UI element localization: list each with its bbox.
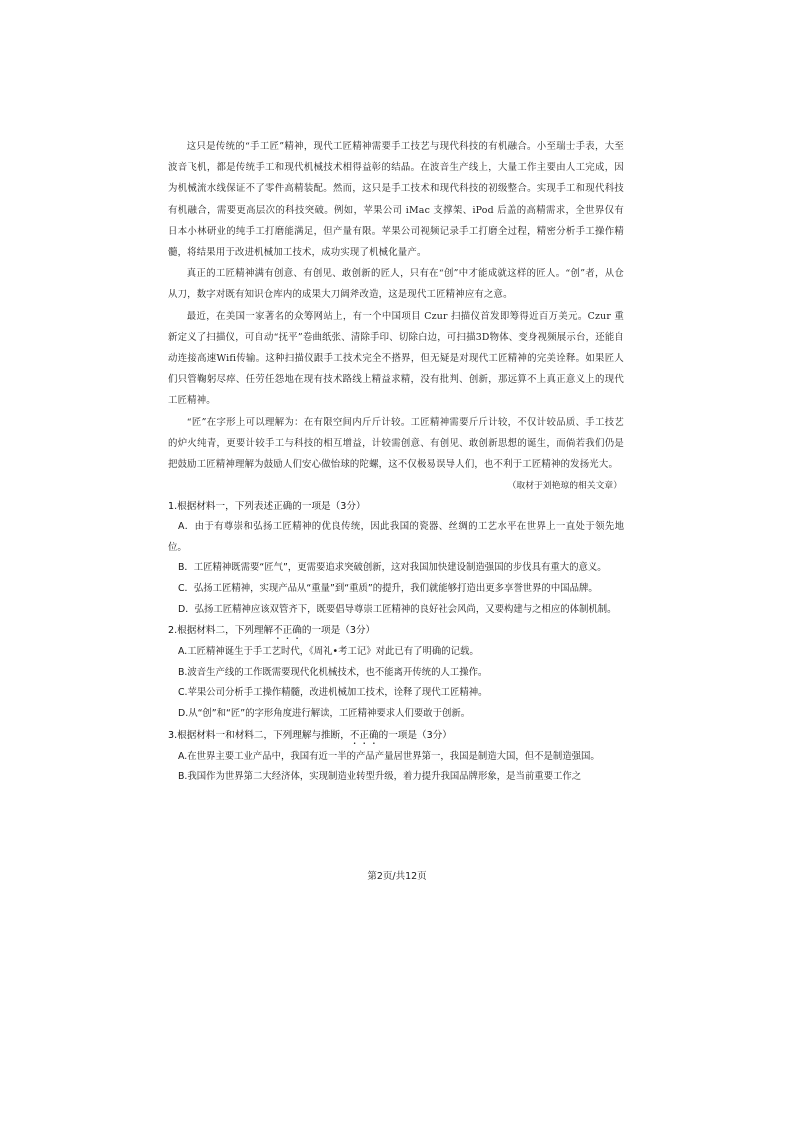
question-2 <box>168 621 624 724</box>
passage-paragraph-1: 这只是传统的“手工匠”精神，现代工匠精神需要手工技艺与现代科技的有机融合。小至瑞士手表，大至波音飞机，都是传统手工和现代机械技术相得益彰的结晶。在波音生产线上，大量工作主要由人工完成，因为机械流水线保证不了零件高精装配。然而，这只是手工技术和现代科技的初级整合。实现手工和现代科技有机融合，需要更高层次的科技突破。例如，苹果公司 iMac 支撑架、iPod 后盖的高精需求，全世界仅有日本小林研业的纯手工打磨能满足，但产量有限。苹果公司视频记录手工打磨全过程，精密分析手工操作精髓，将结果用于改进机械加工技术，成功实现了机械化量产。 <box>168 141 624 259</box>
question-2-option-d: D.从“创”和“匠”的字形角度进行解读，工匠精神要求人们要敢于创新。 <box>178 708 471 719</box>
question-3 <box>168 726 624 788</box>
question-2-option-b: B.波音生产线的工作既需要现代化机械技术，也不能离开传统的人工操作。 <box>178 666 488 678</box>
passage-paragraph-2: 真正的工匠精神满有创意、有创见、敢创新的匠人，只有在“创”中才能成就这样的匠人。“创”者，从仓从刀，数字对既有知识仓库内的成果大刀阔斧改造，这是现代工匠精神应有之意。 <box>168 268 624 301</box>
question-2-option-a: A.工匠精神诞生于手工艺时代，《周礼•考工记》对此已有了明确的记载。 <box>178 646 479 658</box>
passage-paragraph-4: “匠”在字形上可以理解为：在有限空间内斤斤计较。工匠精神需要斤斤计较，不仅计较品质、手工技艺的炉火纯青，更要计较手工与科技的相互增益，计较需创意、有创见、敢创新思想的诞生，而倘若我们仍是把鼓励工匠精神理解为鼓励人们安心做怡球的陀螺，这不仅极易误导人们，也不利于工匠精神的发扬光大。 <box>168 416 624 471</box>
source-citation: （取材于刘艳琼的相关文章） <box>507 481 622 492</box>
question-3-stem: 3.根据材料一和材料二，下列理解与推断，不正确的一项是（3分） <box>168 729 452 741</box>
emphasis-not-correct: 不正确 <box>349 729 379 741</box>
page-number-footer: 第2页/共12页 <box>367 871 427 882</box>
question-1-option-d: D．弘扬工匠精神应该双管齐下，既要倡导尊崇工匠精神的良好社会风尚，又要构建与之相应的体制机制。 <box>178 603 617 615</box>
question-2-option-c: C.苹果公司分析手工操作精髓，改进机械加工技术，诠释了现代工匠精神。 <box>178 687 488 699</box>
question-3-option-b: B.我国作为世界第二大经济体，实现制造业转型升级，着力提升我国品牌形象，是当前重要工作之 <box>178 771 582 783</box>
question-1-stem: 1.根据材料一，下列表述正确的一项是（3分） <box>168 501 366 513</box>
question-1-option-b: B．工匠精神既需要“匠气”，更需要追求突破创新，这对我国加快建设制造强国的步伐具有重大的意义。 <box>178 562 607 574</box>
passage-paragraph-3: 最近，在美国一家著名的众筹网站上，有一个中国项目 Czur 扫描仪首发即筹得近百万美元。Czur 重新定义了扫描仪，可自动“抚平”卷曲纸张、清除手印、切除白边，可扫描3D物体、变身视频展示台，还能自动连接高速Wifi传输。这种扫描仪跟手工技术完全不搭界，但无疑是对现代工匠精神的完美诠释。如果匠人们只管鞠躬尽瘁、任劳任怨地在现有技术路线上精益求精，没有批判、创新，那远算不上真正意义上的现代工匠精神。 <box>168 310 624 407</box>
emphasis-not-correct: 不正确 <box>273 625 302 637</box>
question-1-option-a: A．由于有尊崇和弘扬工匠精神的优良传统，因此我国的瓷器、丝绸的工艺水平在世界上一直处于领先地位。 <box>168 521 624 553</box>
question-1-option-c: C．弘扬工匠精神，实现产品从“重量”到“重质”的提升，我们就能够打造出更多享誉世界的中国品牌。 <box>178 583 598 595</box>
question-3-option-a: A.在世界主要工业产品中，我国有近一半的产品产量居世界第一，我国是制造大国，但不是制造强国。 <box>178 750 600 762</box>
question-1 <box>168 497 624 620</box>
question-2-stem: 2.根据材料二，下列理解不正确的一项是（3分） <box>168 625 376 637</box>
page-content <box>168 136 624 788</box>
